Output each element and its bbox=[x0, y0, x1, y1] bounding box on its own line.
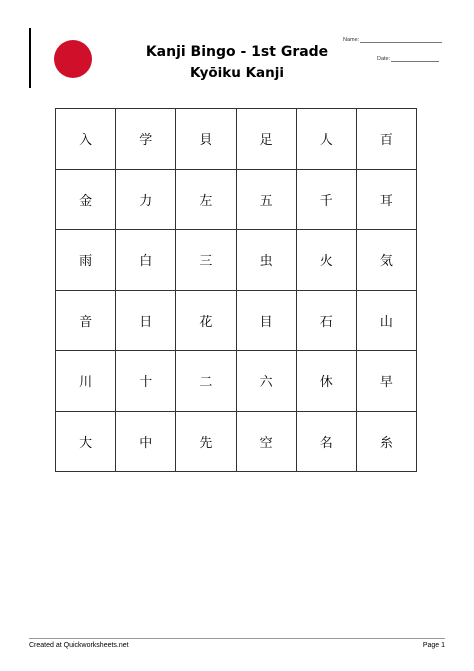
bingo-cell: 力 bbox=[116, 170, 176, 231]
bingo-cell: 早 bbox=[357, 351, 417, 412]
worksheet-subtitle: Kyōiku Kanji bbox=[189, 65, 285, 81]
footer-credit: Created at Quickworksheets.net bbox=[29, 642, 129, 649]
bingo-cell: 大 bbox=[56, 412, 116, 473]
date-line bbox=[391, 55, 439, 62]
bingo-cell: 学 bbox=[116, 109, 176, 170]
page-number: Page 1 bbox=[422, 642, 445, 649]
bingo-cell: 糸 bbox=[357, 412, 417, 473]
bingo-cell: 十 bbox=[116, 351, 176, 412]
bingo-cell: 音 bbox=[56, 291, 116, 352]
bingo-cell: 中 bbox=[116, 412, 176, 473]
bingo-cell: 足 bbox=[237, 109, 297, 170]
bingo-cell: 千 bbox=[297, 170, 357, 231]
bingo-cell: 百 bbox=[357, 109, 417, 170]
bingo-cell: 金 bbox=[56, 170, 116, 231]
bingo-cell: 二 bbox=[176, 351, 236, 412]
name-line bbox=[360, 36, 442, 43]
bingo-cell: 目 bbox=[237, 291, 297, 352]
bingo-cell: 山 bbox=[357, 291, 417, 352]
bingo-grid bbox=[55, 108, 417, 472]
bingo-cell: 休 bbox=[297, 351, 357, 412]
date-label: Date: bbox=[377, 56, 391, 62]
bingo-cell: 川 bbox=[56, 351, 116, 412]
name-label: Name: bbox=[343, 37, 360, 43]
bingo-cell: 貝 bbox=[176, 109, 236, 170]
bingo-cell: 入 bbox=[56, 109, 116, 170]
bingo-cell: 虫 bbox=[237, 230, 297, 291]
bingo-cell: 日 bbox=[116, 291, 176, 352]
name-field bbox=[343, 36, 442, 43]
bingo-cell: 五 bbox=[237, 170, 297, 231]
bingo-cell: 火 bbox=[297, 230, 357, 291]
date-field bbox=[377, 55, 439, 62]
bingo-cell: 白 bbox=[116, 230, 176, 291]
bingo-cell: 左 bbox=[176, 170, 236, 231]
bingo-cell: 名 bbox=[297, 412, 357, 473]
footer-divider bbox=[29, 638, 445, 639]
bingo-cell: 気 bbox=[357, 230, 417, 291]
bingo-cell: 六 bbox=[237, 351, 297, 412]
bingo-cell: 石 bbox=[297, 291, 357, 352]
worksheet-title: Kanji Bingo - 1st Grade bbox=[145, 44, 329, 60]
bingo-cell: 耳 bbox=[357, 170, 417, 231]
bingo-cell: 空 bbox=[237, 412, 297, 473]
bingo-cell: 三 bbox=[176, 230, 236, 291]
bingo-cell: 人 bbox=[297, 109, 357, 170]
bingo-cell: 雨 bbox=[56, 230, 116, 291]
bingo-cell: 先 bbox=[176, 412, 236, 473]
bingo-cell: 花 bbox=[176, 291, 236, 352]
